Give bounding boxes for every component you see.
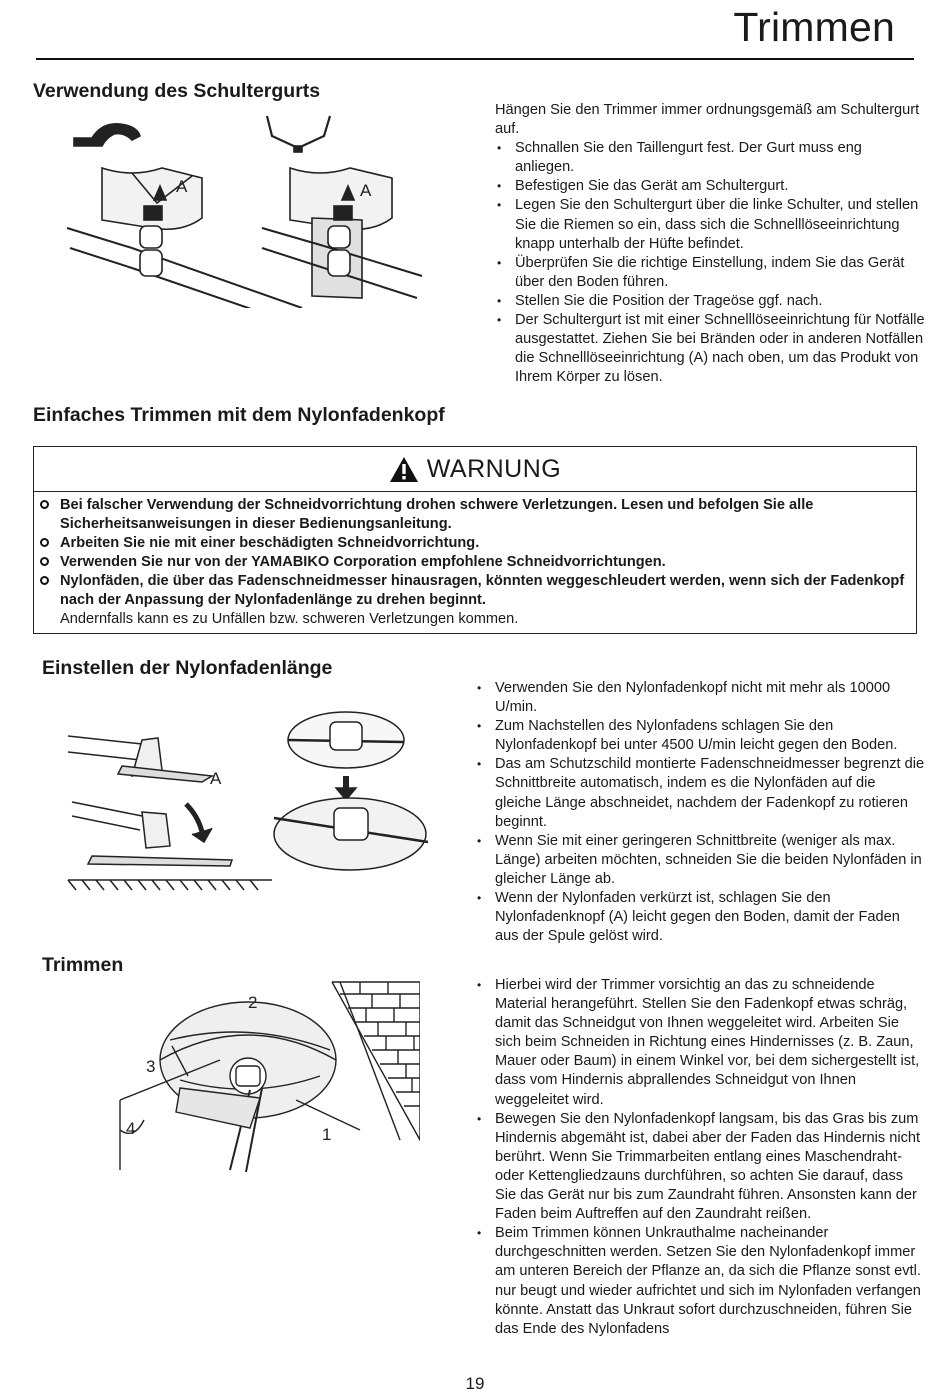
warning-note: Andernfalls kann es zu Unfällen bzw. schweren Verletzungen kommen.	[60, 610, 519, 627]
section-heading-simple-trimming: Einfaches Trimmen mit dem Nylonfadenkopf	[33, 404, 445, 426]
harness-bullet: • Legen Sie den Schultergurt über die linke Schulter, und stellen Sie die Riemen so ein, dass sich die Schnelllöseeinrichtung knapp unterhalb der Hüfte befindet.	[495, 196, 925, 253]
circle-bullet-icon	[40, 557, 49, 566]
trimming-label-2: 2	[248, 993, 258, 1012]
trimming-illustration	[100, 980, 420, 1180]
harness-intro: Hängen Sie den Trimmer immer ordnungsgemäß am Schultergurt auf.	[495, 102, 920, 138]
line-length-label-a: A	[210, 769, 222, 788]
circle-bullet-icon	[40, 500, 49, 509]
line-length-bullet: • Das am Schutzschild montierte Fadenschneidmesser begrenzt die Schnittbreite automatisch, indem es die Nylonfäden auf die gleiche Länge abschneidet, nachdem der Fadenkopf zu rotieren beginnt.	[475, 755, 925, 831]
harness-bullet: • Überprüfen Sie die richtige Einstellung, indem Sie das Gerät über den Boden führen.	[495, 254, 925, 292]
line-length-bullet: • Wenn Sie mit einer geringeren Schnittbreite (weniger als max. Länge) arbeiten möchten, schneiden Sie die beiden Nylonfäden in gleicher Länge ab.	[475, 832, 925, 889]
warning-header	[34, 447, 916, 492]
warning-triangle-icon	[389, 456, 419, 483]
line-length-bullet: • Zum Nachstellen des Nylonfadens schlagen Sie den Nylonfadenkopf bei unter 4500 U/min leicht gegen den Boden.	[475, 717, 925, 755]
warning-item	[40, 553, 916, 572]
line-length-bullet: • Wenn der Nylonfaden verkürzt ist, schlagen Sie den Nylonfadenknopf (A) leicht gegen den Boden, damit der Faden aus der Spule gelöst wird.	[475, 889, 925, 946]
trimming-label-4: 4	[126, 1119, 136, 1138]
trimming-label-1: 1	[322, 1125, 332, 1144]
line-length-text-block	[475, 679, 925, 946]
trimming-label-3: 3	[146, 1057, 156, 1076]
trimming-bullet: • Bewegen Sie den Nylonfadenkopf langsam, bis das Gras bis zum Hindernis abgemäht ist, dabei aber der Faden das Hindernis nicht berührt. Wenn Sie Trimmarbeiten entlang eines Maschendraht- oder Kettengliedzauns durchführen, so achten Sie darauf, dass Sie das Gerät nur bis zum Zaundraht führen. Ansonsten kann der Faden beim Auftreffen auf den Zaundraht reißen.	[475, 1110, 925, 1225]
harness-bullet: • Befestigen Sie das Gerät am Schultergurt.	[495, 177, 925, 196]
warning-box	[33, 446, 917, 634]
warning-item-text: Bei falscher Verwendung der Schneidvorrichtung drohen schwere Verletzungen. Lesen und befolgen Sie alle Sicherheitsanweisungen in dieser Bedienungsanleitung.	[60, 497, 814, 533]
section-heading-line-length: Einstellen der Nylonfadenlänge	[42, 657, 333, 679]
warning-item	[40, 496, 916, 534]
trimming-bullet: • Hierbei wird der Trimmer vorsichtig an das zu schneidende Material herangeführt. Stellen Sie den Fadenkopf etwas schräg, damit das Schneidgut von Ihnen weggeleitet wird. Arbeiten Sie sich beim Schneiden in Richtung eines Hindernisses (z. B. Zaun, Mauer oder Baum) in einem Winkel vor, bei dem sichergestellt ist, dass vom Hindernis abprallendes Schneidgut von Ihnen weggeleitet wird.	[475, 976, 925, 1110]
warning-item-text: Nylonfäden, die über das Fadenschneidmesser hinausragen, könnten weggeschleudert werden, wenn sich der Fadenkopf nach der Anpassung der Nylonfadenlänge zu drehen beginnt.	[60, 573, 905, 609]
harness-text-block	[495, 101, 925, 387]
warning-item-text: Verwenden Sie nur von der YAMABIKO Corporation empfohlene Schneidvorrichtungen.	[60, 554, 666, 571]
circle-bullet-icon	[40, 538, 49, 547]
warning-item-text: Arbeiten Sie nie mit einer beschädigten Schneidvorrichtung.	[60, 535, 480, 552]
circle-bullet-icon	[40, 576, 49, 585]
harness-label-a-right: A	[360, 181, 372, 200]
section-heading-harness: Verwendung des Schultergurts	[33, 80, 321, 102]
warning-item	[40, 572, 916, 610]
harness-illustration	[62, 108, 432, 308]
trimming-bullet: • Beim Trimmen können Unkrauthalme nacheinander durchgeschnitten werden. Setzen Sie den Nylonfadenkopf immer am unteren Bereich der Pflanze an, da sich die Pflanze sonst evtl. nur beugt und wieder aufrichtet und sich im Nylonfaden verfangen könnte. Anstatt das Unkraut sofort durchzuschneiden, führen Sie das Ende des Nylonfadens	[475, 1224, 925, 1339]
harness-bullet: • Stellen Sie die Position der Trageöse ggf. nach.	[495, 292, 925, 311]
warning-title: WARNUNG	[426, 454, 562, 483]
warning-item	[40, 534, 916, 553]
harness-bullet: • Der Schultergurt ist mit einer Schnelllöseeinrichtung für Notfälle ausgestattet. Ziehen Sie bei Bränden oder in anderen Notfällen die Schnelllöseeinrichtung (A) nach oben, um das Produkt von Ihrem Körper zu lösen.	[495, 311, 925, 387]
line-length-illustration	[62, 684, 442, 904]
trimming-text-block	[475, 976, 925, 1339]
harness-bullet: • Schnallen Sie den Taillengurt fest. Der Gurt muss eng anliegen.	[495, 139, 925, 177]
page-header-title: Trimmen	[733, 4, 895, 50]
page-number: 19	[465, 1374, 485, 1393]
section-heading-trimming: Trimmen	[42, 954, 124, 976]
header-rule	[36, 58, 914, 60]
harness-label-a-left: A	[176, 177, 188, 196]
line-length-bullet: • Verwenden Sie den Nylonfadenkopf nicht mit mehr als 10000 U/min.	[475, 679, 925, 717]
